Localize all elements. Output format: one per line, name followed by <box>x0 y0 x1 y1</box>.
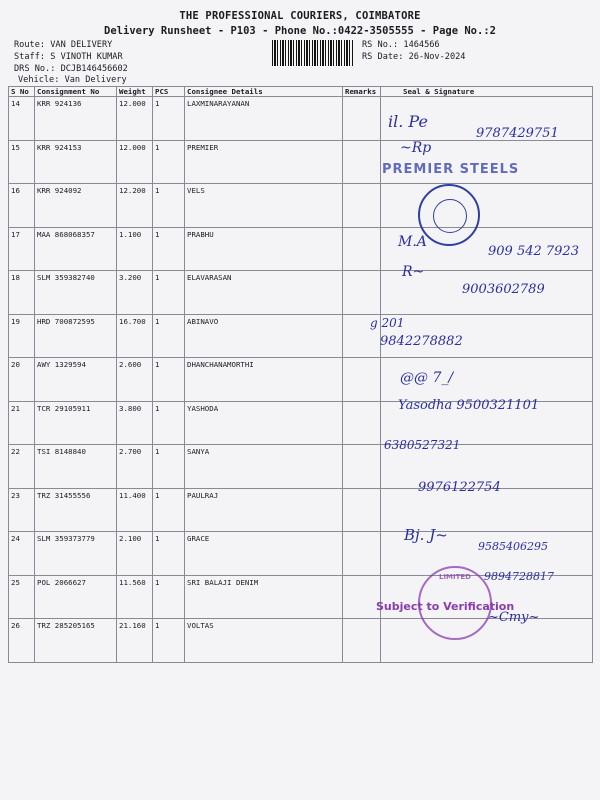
cell-remarks <box>343 140 381 184</box>
cell-pcs: 1 <box>153 358 185 402</box>
table-header-row <box>9 87 593 97</box>
cell-signature <box>381 619 593 663</box>
cell-consignee: SANYA <box>185 445 343 489</box>
cell-consignee: SRI BALAJI DENIM <box>185 575 343 619</box>
cell-remarks <box>343 271 381 315</box>
cell-consignment: TRZ 285205165 <box>35 619 117 663</box>
cell-weight: 11.400 <box>117 488 153 532</box>
cell-consignee: PAULRAJ <box>185 488 343 532</box>
runsheet-subtitle: Delivery Runsheet - P103 - Phone No.:0422-3505555 - Page No.:2 <box>104 25 496 37</box>
cell-weight: 12.000 <box>117 140 153 184</box>
handwritten-phone-25: 9894728817 <box>484 570 554 583</box>
cell-weight: 2.700 <box>117 445 153 489</box>
cell-sno: 26 <box>9 619 35 663</box>
cell-remarks <box>343 445 381 489</box>
cell-consignment: TRZ 31455556 <box>35 488 117 532</box>
cell-consignee: PREMIER <box>185 140 343 184</box>
signature-18: R~ <box>402 264 425 280</box>
staff-text: Staff: S VINOTH KUMAR <box>14 52 123 62</box>
cell-sno: 14 <box>9 97 35 141</box>
cell-remarks <box>343 401 381 445</box>
cell-pcs: 1 <box>153 619 185 663</box>
cell-pcs: 1 <box>153 532 185 576</box>
rs-date: RS Date: 26-Nov-2024 <box>362 52 466 62</box>
cell-pcs: 1 <box>153 401 185 445</box>
vels-round-stamp <box>418 184 480 246</box>
drs-number: DRS No.: DCJB146456602 <box>14 64 128 74</box>
cell-signature <box>381 184 593 228</box>
signature-20: @@ 7_/ <box>400 370 454 386</box>
col-signature: Seal & Signature <box>381 87 593 97</box>
cell-consignee: DHANCHANAMORTHI <box>185 358 343 402</box>
cell-consignment: KRR 924092 <box>35 184 117 228</box>
cell-sno: 15 <box>9 140 35 184</box>
company-title: THE PROFESSIONAL COURIERS, COIMBATORE <box>179 10 421 22</box>
cell-sno: 19 <box>9 314 35 358</box>
route-text: Route: VAN DELIVERY <box>14 40 113 50</box>
table-row <box>9 619 593 663</box>
signature-26: ~Cmy~ <box>488 610 540 625</box>
cell-remarks <box>343 97 381 141</box>
cell-consignment: MAA 868068357 <box>35 227 117 271</box>
cell-pcs: 1 <box>153 575 185 619</box>
col-consignee: Consignee Details <box>185 87 343 97</box>
cell-pcs: 1 <box>153 184 185 228</box>
signature-15: ~Rp <box>400 140 432 156</box>
handwritten-phone-24: 9585406295 <box>478 540 548 553</box>
cell-weight: 21.160 <box>117 619 153 663</box>
cell-sno: 16 <box>9 184 35 228</box>
handwritten-phone-23: 9976122754 <box>418 480 501 495</box>
cell-consignee: ELAVARASAN <box>185 271 343 315</box>
handwritten-phone-22: 6380527321 <box>384 438 461 452</box>
cell-weight: 2.100 <box>117 532 153 576</box>
signature-24: Bj. J~ <box>404 526 448 544</box>
table-row <box>9 445 593 489</box>
cell-consignee: YASHODA <box>185 401 343 445</box>
cell-sno: 24 <box>9 532 35 576</box>
cell-sno: 20 <box>9 358 35 402</box>
cell-consignee: VELS <box>185 184 343 228</box>
handwritten-phone-17: 909 542 7923 <box>488 244 579 259</box>
cell-consignment: KRR 924136 <box>35 97 117 141</box>
col-consignment: Consignment No <box>35 87 117 97</box>
cell-consignee: VOLTAS <box>185 619 343 663</box>
handwritten-phone-19: 9842278882 <box>380 334 463 349</box>
cell-weight: 11.560 <box>117 575 153 619</box>
cell-pcs: 1 <box>153 97 185 141</box>
cell-consignment: POL 2066627 <box>35 575 117 619</box>
vehicle-text: Vehicle: Van Delivery <box>18 75 127 85</box>
handwritten-phone-18: 9003602789 <box>462 282 545 297</box>
cell-weight: 1.100 <box>117 227 153 271</box>
cell-sno: 23 <box>9 488 35 532</box>
table-row <box>9 488 593 532</box>
cell-consignment: KRR 924153 <box>35 140 117 184</box>
cell-sno: 17 <box>9 227 35 271</box>
cell-consignment: SLM 359373779 <box>35 532 117 576</box>
handwritten-phone-14: 9787429751 <box>476 126 559 141</box>
cell-sno: 25 <box>9 575 35 619</box>
barcode <box>272 40 354 66</box>
table-row <box>9 358 593 402</box>
cell-weight: 12.200 <box>117 184 153 228</box>
rs-number: RS No.: 1464566 <box>362 40 440 50</box>
cell-consignee: PRABHU <box>185 227 343 271</box>
cell-consignee: LAXMINARAYANAN <box>185 97 343 141</box>
col-remarks: Remarks <box>343 87 381 97</box>
signature-17: M.A <box>398 234 427 250</box>
cell-consignment: HRD 700872595 <box>35 314 117 358</box>
cell-remarks <box>343 619 381 663</box>
cell-consignment: TCR 29105911 <box>35 401 117 445</box>
cell-pcs: 1 <box>153 445 185 489</box>
cell-pcs: 1 <box>153 227 185 271</box>
signature-19: g 201 <box>370 316 405 330</box>
cell-pcs: 1 <box>153 314 185 358</box>
signature-14: il. Pe <box>388 112 428 131</box>
cell-sno: 21 <box>9 401 35 445</box>
col-sno: S No <box>9 87 35 97</box>
cell-remarks <box>343 532 381 576</box>
table-row <box>9 184 593 228</box>
cell-pcs: 1 <box>153 140 185 184</box>
cell-sno: 18 <box>9 271 35 315</box>
cell-weight: 12.000 <box>117 97 153 141</box>
cell-sno: 22 <box>9 445 35 489</box>
cell-remarks <box>343 575 381 619</box>
cell-remarks <box>343 488 381 532</box>
cell-weight: 3.800 <box>117 401 153 445</box>
subject-to-verification-stamp: Subject to Verification <box>376 600 515 613</box>
table-row <box>9 314 593 358</box>
limited-stamp-text: LIMITED <box>438 573 471 581</box>
cell-remarks <box>343 184 381 228</box>
cell-weight: 2.600 <box>117 358 153 402</box>
cell-weight: 16.700 <box>117 314 153 358</box>
premier-steels-stamp: PREMIER STEELS <box>382 162 520 177</box>
cell-consignment: TSI 8148840 <box>35 445 117 489</box>
cell-consignee: GRACE <box>185 532 343 576</box>
cell-remarks <box>343 227 381 271</box>
cell-pcs: 1 <box>153 488 185 532</box>
cell-consignment: AWY 1329594 <box>35 358 117 402</box>
cell-remarks <box>343 358 381 402</box>
table-row <box>9 532 593 576</box>
cell-consignee: ABINAVO <box>185 314 343 358</box>
col-pcs: PCS <box>153 87 185 97</box>
handwritten-phone-21: Yasodha 9500321101 <box>398 398 540 413</box>
cell-consignment: SLM 359382740 <box>35 271 117 315</box>
col-weight: Weight <box>117 87 153 97</box>
cell-weight: 3.200 <box>117 271 153 315</box>
cell-pcs: 1 <box>153 271 185 315</box>
